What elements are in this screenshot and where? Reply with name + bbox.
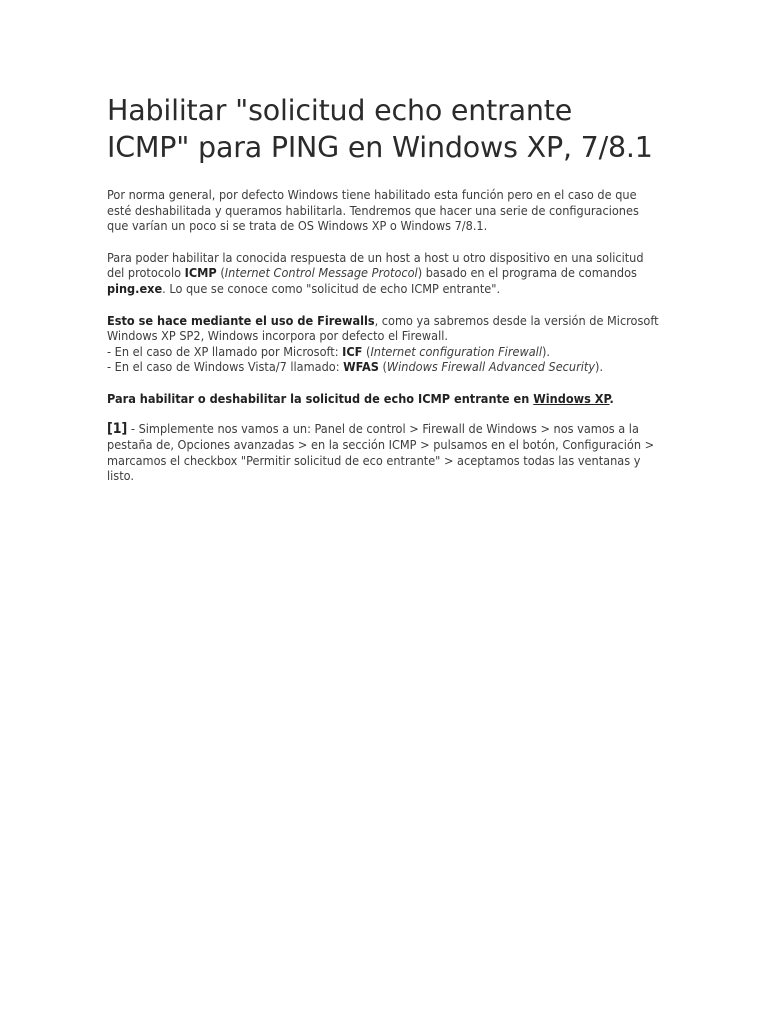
protocol-text-3: ) basado en el programa de comandos: [417, 265, 637, 281]
icf-term: ICF: [342, 343, 363, 359]
firewall-text: , como ya sabremos desde la versión de Microsoft Windows XP SP2, Windows incorpora por defecto el Firewall.: [107, 312, 659, 344]
step-number: [1]: [107, 420, 128, 437]
xp-close-paren: ).: [541, 343, 551, 359]
section-heading-text: Para habilitar o deshabilitar la solicitud de echo ICMP entrante en: [107, 390, 534, 406]
section-heading-end: .: [609, 390, 614, 406]
wfas-term: WFAS: [343, 359, 379, 375]
protocol-text-1: Para poder habilitar la conocida respuesta de un host a host u otro dispositivo en una solicitud del protocolo: [107, 249, 644, 281]
intro-paragraph: Por norma general, por defecto Windows tiene habilitado esta función pero en el caso de que esté deshabilitada y queramos habilitarla. Tendremos que hacer una serie de configuraciones que varían un poco si se trata de OS Windows XP o Windows 7/8.1.: [107, 187, 639, 234]
vista-open-paren: (: [378, 359, 387, 375]
ping-command: ping.exe: [107, 280, 163, 296]
xp-open-paren: (: [362, 343, 371, 359]
step-text: - Simplemente nos vamos a un: Panel de control > Firewall de Windows > nos vamos a la pestaña de, Opciones avanzadas > en la sección ICMP > pulsamos en el botón, Configuración > marcamos el checkbox "Permitir solicitud de eco entrante" > aceptamos todas las ventanas y listo.: [107, 420, 655, 484]
xp-line-prefix: - En el caso de XP llamado por Microsoft:: [107, 343, 343, 359]
firewall-paragraph: [107, 313, 663, 375]
icmp-term: ICMP: [184, 265, 217, 281]
firewall-lead: Esto se hace mediante el uso de Firewalls: [107, 312, 375, 328]
page-title: Habilitar "solicitud echo entrante ICMP" para PING en Windows XP, 7/8.1: [107, 94, 653, 164]
article: [107, 92, 663, 484]
section-heading: [107, 391, 663, 407]
protocol-text-4: . Lo que se conoce como "solicitud de echo ICMP entrante".: [162, 280, 501, 296]
wfas-full-name: Windows Firewall Advanced Security: [386, 359, 596, 375]
windows-xp-link[interactable]: Windows XP: [533, 390, 610, 406]
vista-line-prefix: - En el caso de Windows Vista/7 llamado:: [107, 359, 344, 375]
icf-full-name: Internet configuration Firewall: [370, 343, 542, 359]
step-paragraph: [107, 421, 663, 484]
protocol-text-2: (: [216, 265, 225, 281]
protocol-paragraph: [107, 250, 663, 297]
vista-close-paren: ).: [595, 359, 604, 375]
icmp-full-name: Internet Control Message Protocol: [224, 265, 418, 281]
